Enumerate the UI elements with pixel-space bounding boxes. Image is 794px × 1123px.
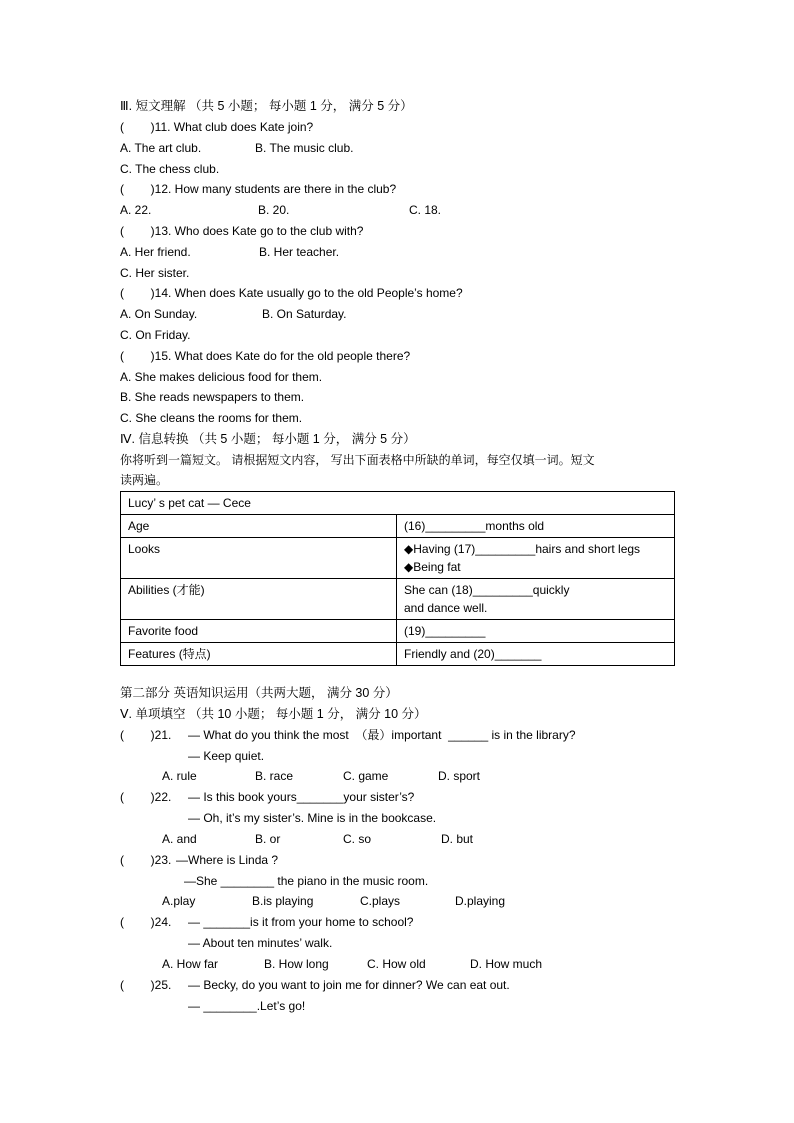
row-value-favorite-food [397,620,675,643]
part2-heading: 第二部分 英语知识运用（共两大题， 满分 30 分） [120,686,398,700]
q11-option-b: B. The music club. [255,141,354,155]
row-label-age: Age [121,515,397,538]
blank-18: She can (18)_________quickly [404,583,570,597]
table-row [121,515,675,538]
q12-option-b: B. 20. [258,203,290,217]
q22-line1: — Is this book yours_______your sister’s? [188,790,415,804]
blank-16: (16)_________months old [404,519,545,533]
q24-option-a: A. How far [162,957,219,971]
q21-option-c: C. game [343,769,389,783]
section3-heading: Ⅲ. 短文理解 （共 5 小题； 每小题 1 分， 满分 5 分） [120,99,413,113]
blank-19: (19)_________ [404,624,486,638]
table-title: Lucy’ s pet cat — Cece [121,492,675,515]
q14-option-c: C. On Friday. [120,328,191,342]
q12-option-c: C. 18. [409,203,442,217]
row-label-favorite-food: Favorite food [121,620,397,643]
row-label-abilities: Abilities (才能) [121,579,397,620]
q13-option-c: C. Her sister. [120,266,190,280]
question-14-stem: ( )14. When does Kate usually go to the old People’s home? [120,286,463,300]
table-row [121,579,675,620]
q21-option-b: B. race [255,769,294,783]
table-row [121,620,675,643]
q23-option-c: C.plays [360,894,401,908]
section4-instruction-line2: 读两遍。 [120,473,169,487]
q12-option-a: A. 22. [120,203,152,217]
q22-line2: — Oh, it’s my sister’s. Mine is in the bookcase. [188,811,437,825]
q22-option-c: C. so [343,832,372,846]
question-15-stem: ( )15. What does Kate do for the old people there? [120,349,411,363]
q21-option-d: D. sport [438,769,481,783]
q21-line1: — What do you think the most （最）important ______ is in the library? [188,728,576,742]
pet-info-table [120,491,675,666]
q24-number: ( )24. [120,915,172,929]
q11-option-c: C. The chess club. [120,162,220,176]
abilities-dance: and dance well. [404,601,488,615]
q21-line2: — Keep quiet. [188,749,265,763]
row-label-features: Features (特点) [121,643,397,666]
q11-option-a: A. The art club. [120,141,202,155]
q24-line2: — About ten minutes’ walk. [188,936,333,950]
q25-line2: — ________.Let’s go! [188,999,306,1013]
row-label-looks: Looks [121,538,397,579]
q23-number: ( )23. [120,853,172,867]
q24-option-b: B. How long [264,957,329,971]
q23-option-d: D.playing [455,894,506,908]
q21-option-a: A. rule [162,769,197,783]
q13-option-b: B. Her teacher. [259,245,340,259]
question-12-stem: ( )12. How many students are there in the club? [120,182,397,196]
row-value-features [397,643,675,666]
table-row [121,643,675,666]
q15-option-a: A. She makes delicious food for them. [120,370,323,384]
q23-option-b: B.is playing [252,894,314,908]
q14-option-b: B. On Saturday. [262,307,347,321]
row-value-looks [397,538,675,579]
q15-option-c: C. She cleans the rooms for them. [120,411,303,425]
q23-line1: —Where is Linda ? [176,853,279,867]
row-value-abilities [397,579,675,620]
q23-line2: —She ________ the piano in the music room. [184,874,429,888]
q25-line1: — Becky, do you want to join me for dinner? We can eat out. [188,978,510,992]
q25-number: ( )25. [120,978,172,992]
q24-option-c: C. How old [367,957,426,971]
blank-20: Friendly and (20)_______ [404,647,542,661]
q22-option-b: B. or [255,832,281,846]
section4-instruction-line1: 你将听到一篇短文。 请根据短文内容， 写出下面表格中所缺的单词，每空仅填一词。短文 [120,453,595,467]
q13-option-a: A. Her friend. [120,245,191,259]
q23-option-a: A.play [162,894,196,908]
question-11-stem: ( )11. What club does Kate join? [120,120,314,134]
blank-17: ◆Having (17)_________hairs and short legs [404,542,641,556]
question-13-stem: ( )13. Who does Kate go to the club with? [120,224,364,238]
q21-number: ( )21. [120,728,172,742]
q22-option-d: D. but [441,832,474,846]
table-row [121,538,675,579]
q15-option-b: B. She reads newspapers to them. [120,390,305,404]
q24-option-d: D. How much [470,957,543,971]
q22-number: ( )22. [120,790,172,804]
q22-option-a: A. and [162,832,197,846]
table-title-row [121,492,675,515]
q14-option-a: A. On Sunday. [120,307,198,321]
row-value-age [397,515,675,538]
section4-heading: Ⅳ. 信息转换 （共 5 小题； 每小题 1 分， 满分 5 分） [120,432,416,446]
q24-line1: — _______is it from your home to school? [188,915,414,929]
looks-fat: ◆Being fat [404,560,461,574]
section5-heading: Ⅴ. 单项填空 （共 10 小题； 每小题 1 分， 满分 10 分） [120,707,427,721]
